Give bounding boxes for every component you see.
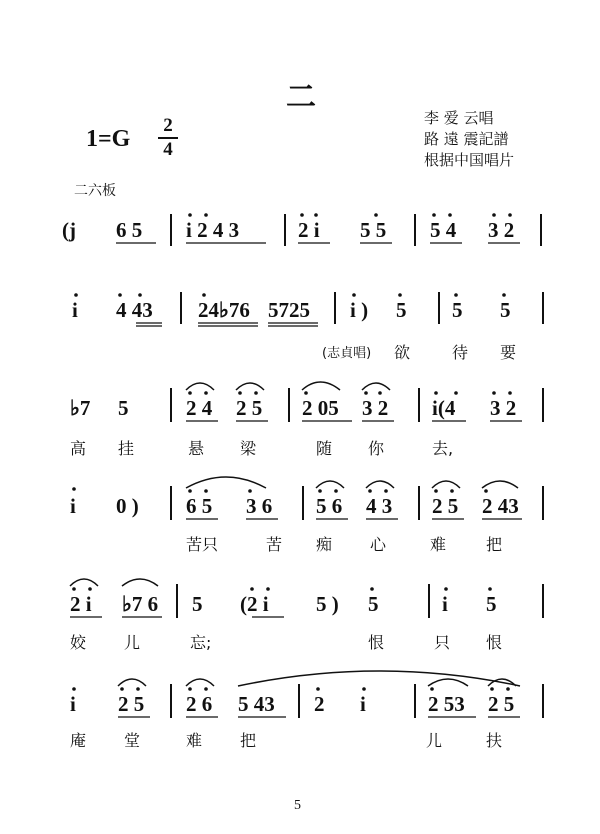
slur xyxy=(238,671,520,686)
lyric-char: 梁 xyxy=(240,439,257,458)
slur xyxy=(118,679,146,686)
octave-dot xyxy=(188,489,192,493)
lyric-char: 儿 xyxy=(426,731,443,750)
note-group: 5 xyxy=(500,298,511,322)
time-signature-bottom: 4 xyxy=(163,139,173,160)
lyric-char: 恨 xyxy=(368,633,385,652)
section-label: 二六板 xyxy=(74,183,116,199)
octave-dot xyxy=(314,213,318,217)
lyric-char: 你 xyxy=(368,439,385,458)
note-group: i xyxy=(360,692,366,716)
note-group: 2 05 xyxy=(302,396,339,420)
lyric-char: 把 xyxy=(486,535,503,554)
note-group: ♭7 6 xyxy=(122,592,159,616)
octave-dot xyxy=(434,391,438,395)
note-group: i xyxy=(70,692,76,716)
note-group: 5 xyxy=(192,592,203,616)
note-group: 0 ) xyxy=(116,494,139,518)
lyric-char: 挂 xyxy=(118,439,135,458)
octave-dot xyxy=(508,391,512,395)
lyric-char: 随 xyxy=(316,439,333,458)
octave-dot xyxy=(502,293,506,297)
slur xyxy=(236,383,264,390)
octave-dot xyxy=(492,391,496,395)
octave-dot xyxy=(492,213,496,217)
octave-dot xyxy=(136,687,140,691)
octave-dot xyxy=(334,489,338,493)
octave-dot xyxy=(352,293,356,297)
octave-dot xyxy=(448,213,452,217)
note-group: 2 43 xyxy=(482,494,519,518)
slur xyxy=(366,481,394,488)
lyric-char: 忘; xyxy=(190,633,212,652)
note-group: 2 53 xyxy=(428,692,465,716)
note-group: i xyxy=(442,592,448,616)
octave-dot xyxy=(304,391,308,395)
lyric-char: 苦只 xyxy=(186,535,219,554)
note-group: 3 2 xyxy=(490,396,517,420)
note-group: 5 6 xyxy=(316,494,343,518)
octave-dot xyxy=(118,293,122,297)
note-group: 2 5 xyxy=(236,396,263,420)
octave-dot xyxy=(138,293,142,297)
note-group: 2 xyxy=(314,692,325,716)
note-group: 24♭76 xyxy=(198,298,250,322)
octave-dots xyxy=(72,213,515,691)
octave-dot xyxy=(430,687,434,691)
slur xyxy=(186,383,214,390)
note-group: 5 xyxy=(396,298,407,322)
octave-dot xyxy=(374,213,378,217)
note-group: 5 4 xyxy=(430,218,457,242)
note-group: 2 5 xyxy=(432,494,459,518)
singer-label: (志貞唱) xyxy=(322,346,372,361)
octave-dot xyxy=(454,293,458,297)
octave-dot xyxy=(488,587,492,591)
lyric-char: 去, xyxy=(432,439,454,458)
lyric-char: 心 xyxy=(370,535,387,554)
octave-dot xyxy=(384,489,388,493)
note-group: 3 2 xyxy=(488,218,515,242)
lyric-char: 悬 xyxy=(188,439,205,458)
note-group: ♭7 xyxy=(70,396,91,420)
slur xyxy=(362,383,390,390)
octave-dot xyxy=(378,391,382,395)
octave-dot xyxy=(254,391,258,395)
octave-dot xyxy=(188,391,192,395)
octave-dot xyxy=(508,213,512,217)
lyric-char: 扶 xyxy=(486,731,503,750)
octave-dot xyxy=(204,391,208,395)
note-group: 2 5 xyxy=(488,692,515,716)
credit-transcriber: 路 遠 震記譜 xyxy=(424,130,509,148)
note-group: 5 ) xyxy=(316,592,339,616)
lyric-char: 姣 xyxy=(70,633,87,652)
note-group: 5 xyxy=(452,298,463,322)
octave-dot xyxy=(72,487,76,491)
credit-singer: 李 爱 云唱 xyxy=(424,109,494,127)
octave-dot xyxy=(316,687,320,691)
octave-dot xyxy=(250,587,254,591)
key-signature: 1=G xyxy=(86,126,131,152)
octave-dot xyxy=(450,489,454,493)
note-group: 4 3 xyxy=(366,494,393,518)
lyric-char: 儿 xyxy=(124,633,141,652)
note-group: 5 43 xyxy=(238,692,275,716)
note-group: 6 5 xyxy=(116,218,143,242)
lyric-char: 难 xyxy=(186,731,203,750)
note-group: (j xyxy=(62,218,76,242)
octave-dot xyxy=(204,213,208,217)
octave-dot xyxy=(490,687,494,691)
note-group: 2 i xyxy=(298,218,320,242)
note-group: 3 2 xyxy=(362,396,389,420)
octave-dot xyxy=(204,687,208,691)
octave-dot xyxy=(204,489,208,493)
underlines xyxy=(70,243,522,717)
note-group: i 2 4 3 xyxy=(186,218,240,242)
octave-dot xyxy=(444,587,448,591)
note-group: 5 5 xyxy=(360,218,387,242)
page-title: 二 xyxy=(286,80,318,115)
octave-dot xyxy=(72,587,76,591)
lyric-char: 苦 xyxy=(266,535,283,554)
lyric-char: 堂 xyxy=(124,731,141,750)
time-signature-top: 2 xyxy=(163,115,173,136)
octave-dot xyxy=(362,687,366,691)
octave-dot xyxy=(318,489,322,493)
octave-dot xyxy=(432,213,436,217)
note-group: 3 6 xyxy=(246,494,273,518)
note-group: 5725 xyxy=(268,298,310,322)
lyric-char: 庵 xyxy=(70,731,87,750)
octave-dot xyxy=(434,489,438,493)
lyric-char: 高 xyxy=(70,439,87,458)
octave-dot xyxy=(248,489,252,493)
lyric-char: 欲 xyxy=(394,343,411,362)
credit-source: 根据中国唱片 xyxy=(424,151,515,169)
slur xyxy=(482,481,518,488)
note-group: 2 i xyxy=(70,592,92,616)
octave-dot xyxy=(238,391,242,395)
slur xyxy=(428,679,468,686)
slur xyxy=(70,579,98,586)
page-number: 5 xyxy=(294,798,301,813)
octave-dot xyxy=(72,687,76,691)
slur xyxy=(186,679,214,686)
note-group: 2 6 xyxy=(186,692,213,716)
octave-dot xyxy=(364,391,368,395)
octave-dot xyxy=(398,293,402,297)
octave-dot xyxy=(188,687,192,691)
slur xyxy=(302,382,340,390)
lyric-char: 只 xyxy=(434,633,451,652)
note-group: 6 5 xyxy=(186,494,213,518)
octave-dot xyxy=(120,687,124,691)
lyric-char: 要 xyxy=(500,343,517,362)
note-group: i xyxy=(70,494,76,518)
note-group: i ) xyxy=(350,298,369,322)
octave-dot xyxy=(484,489,488,493)
lyric-char: 痴 xyxy=(316,535,333,554)
lyric-char: 待 xyxy=(452,343,469,362)
note-group: 5 xyxy=(118,396,129,420)
note-group: 5 xyxy=(486,592,497,616)
octave-dot xyxy=(266,587,270,591)
note-group: (2 i xyxy=(240,592,269,616)
octave-dot xyxy=(506,687,510,691)
octave-dot xyxy=(202,293,206,297)
octave-dot xyxy=(300,213,304,217)
note-group: 5 xyxy=(368,592,379,616)
octave-dot xyxy=(88,587,92,591)
octave-dot xyxy=(454,391,458,395)
slur xyxy=(186,477,266,488)
note-group: 2 5 xyxy=(118,692,145,716)
octave-dot xyxy=(74,293,78,297)
slur xyxy=(432,481,460,488)
lyric-char: 把 xyxy=(240,731,257,750)
lyric-char: 恨 xyxy=(486,633,503,652)
octave-dot xyxy=(368,489,372,493)
note-group: i(4 xyxy=(432,396,456,420)
slur xyxy=(122,579,158,586)
octave-dot xyxy=(188,213,192,217)
lyric-char: 难 xyxy=(430,535,447,554)
note-group: 2 4 xyxy=(186,396,213,420)
note-group: i xyxy=(72,298,78,322)
note-group: 4 43 xyxy=(116,298,153,322)
octave-dot xyxy=(370,587,374,591)
slur xyxy=(316,481,344,488)
slurs xyxy=(70,382,520,686)
